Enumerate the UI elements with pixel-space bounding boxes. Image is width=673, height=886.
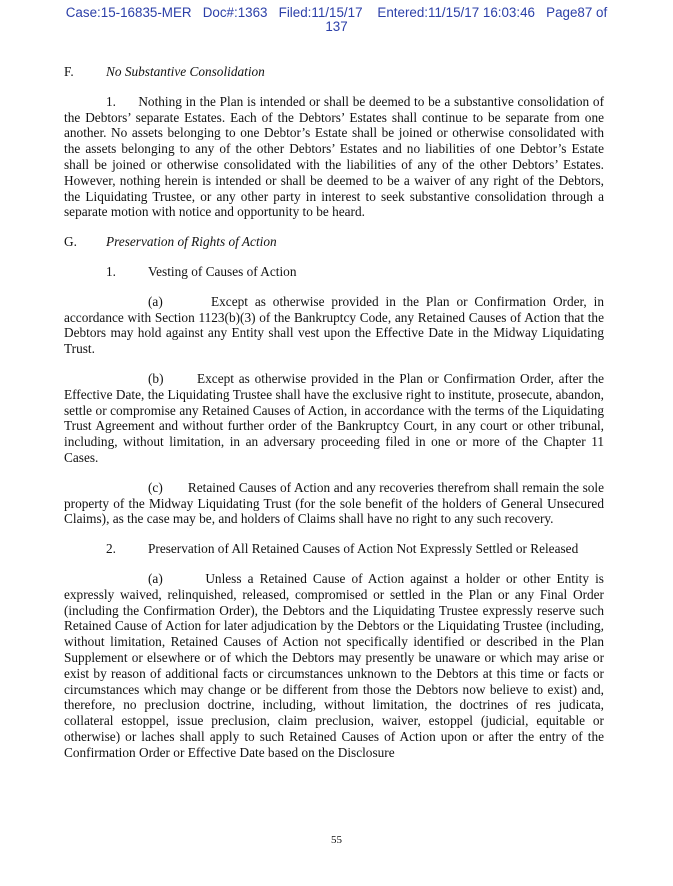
subsection-1-a bbox=[64, 294, 604, 357]
subsection-2-a-text: Unless a Retained Cause of Action against a holder or other Entity is expressly waived, relinquished, released, compromised or settled in the Plan or any Final Order (including the Confirmation Order), the Debtors and the Liquidating Trustee expressly reserve such Retained Cause of Action for later adjudication by the Debtors or the Liquidating Trustee (including, without limitation, Retained Causes of Action not specifically identified or described in the Plan Supplement or elsewhere or of which the Debtors may presently be unaware or which may arise or exist by reason of additional facts or circumstances unknown to the Debtors at this time or facts or circumstances which may change or be different from those the Debtors now believe to exist) and, therefore, no preclusion doctrine, including, without limitation, the doctrines of res judicata, collateral estoppel, issue preclusion, claim preclusion, waiver, estoppel (judicial, equitable or otherwise) or laches shall apply to such Retained Causes of Action upon or after the entry of the Confirmation Order or Effective Date based on the Disclosure bbox=[64, 570, 604, 760]
section-f-heading bbox=[64, 64, 604, 80]
subsection-2-title: Preservation of All Retained Causes of Action Not Expressly Settled or Released bbox=[148, 541, 579, 557]
subsection-2-heading bbox=[64, 541, 604, 557]
subsection-1-b bbox=[64, 371, 604, 466]
subsection-2-a bbox=[64, 571, 604, 761]
subsection-2-number: 2. bbox=[106, 541, 116, 557]
subsection-1-a-label: (a) bbox=[148, 293, 163, 309]
subsection-1-c-text: Retained Causes of Action and any recoveries therefrom shall remain the sole property of the Midway Liquidating Trust (for the sole benefit of the holders of General Unsecured Claims), as the case may be, and holders of Claims shall have no right to any such recovery. bbox=[64, 479, 604, 527]
page-number: 55 bbox=[331, 834, 342, 846]
subsection-1-heading bbox=[64, 264, 604, 280]
subsection-1-c bbox=[64, 480, 604, 527]
subsection-2-a-label: (a) bbox=[148, 570, 163, 586]
section-f-title: No Substantive Consolidation bbox=[106, 64, 265, 79]
document-body bbox=[64, 64, 604, 760]
subsection-1-a-text: Except as otherwise provided in the Plan or Confirmation Order, in accordance with Section 1123(b)(3) of the Bankruptcy Code, any Retained Causes of Action that the Debtors may hold against any Entity shall vest upon the Effective Date in the Midway Liquidating Trust. bbox=[64, 293, 604, 357]
section-f-paragraph-1-text: Nothing in the Plan is intended or shall be deemed to be a substantive consolidation of the Debtors’ separate Estates. Each of the Debtors’ Estates shall continue to be separate from one another. No assets belonging to one Debtor’s Estate shall be joined or otherwise consolidated with the assets belonging to any of the other Debtors’ Estates and no liabilities of one Debtor’s Estate shall be joined or otherwise consolidated with the liabilities of any of the other Debtors’ Estates. However, nothing herein is intended or shall be deemed to be a waiver of any right of the Debtors, the Liquidating Trustee, or any other party in interest to seek substantive consolidation through a separate motion with notice and opportunity to be heard. bbox=[64, 93, 605, 220]
subsection-1-b-label: (b) bbox=[148, 370, 164, 386]
section-g-title: Preservation of Rights of Action bbox=[106, 234, 277, 250]
section-f-paragraph-1 bbox=[64, 94, 604, 220]
section-f-paragraph-1-number: 1. bbox=[106, 93, 116, 109]
subsection-1-b-text: Except as otherwise provided in the Plan or Confirmation Order, after the Effective Date, the Liquidating Trustee shall have the exclusive right to institute, prosecute, abandon, settle or compromise any Retained Causes of Action, in accordance with the terms of the Liquidating Trust Agreement and without further order of the Bankruptcy Court, in any court or other tribunal, including, without limitation, in an adversary proceeding filed in one or more of the Chapter 11 Cases. bbox=[64, 370, 604, 465]
subsection-1-c-label: (c) bbox=[148, 479, 163, 495]
filing-header-line-1: Case:15-16835-MER Doc#:1363 Filed:11/15/17 Entered:11/15/17 16:03:46 Page87 of bbox=[65, 5, 608, 20]
section-f-letter: F. bbox=[64, 64, 74, 79]
subsection-1-title: Vesting of Causes of Action bbox=[148, 263, 297, 279]
court-filing-header bbox=[0, 6, 673, 34]
filing-header-line-2: 137 bbox=[325, 19, 348, 34]
subsection-1-number: 1. bbox=[106, 263, 116, 279]
section-g-heading bbox=[64, 234, 604, 250]
section-g-letter: G. bbox=[64, 234, 77, 250]
